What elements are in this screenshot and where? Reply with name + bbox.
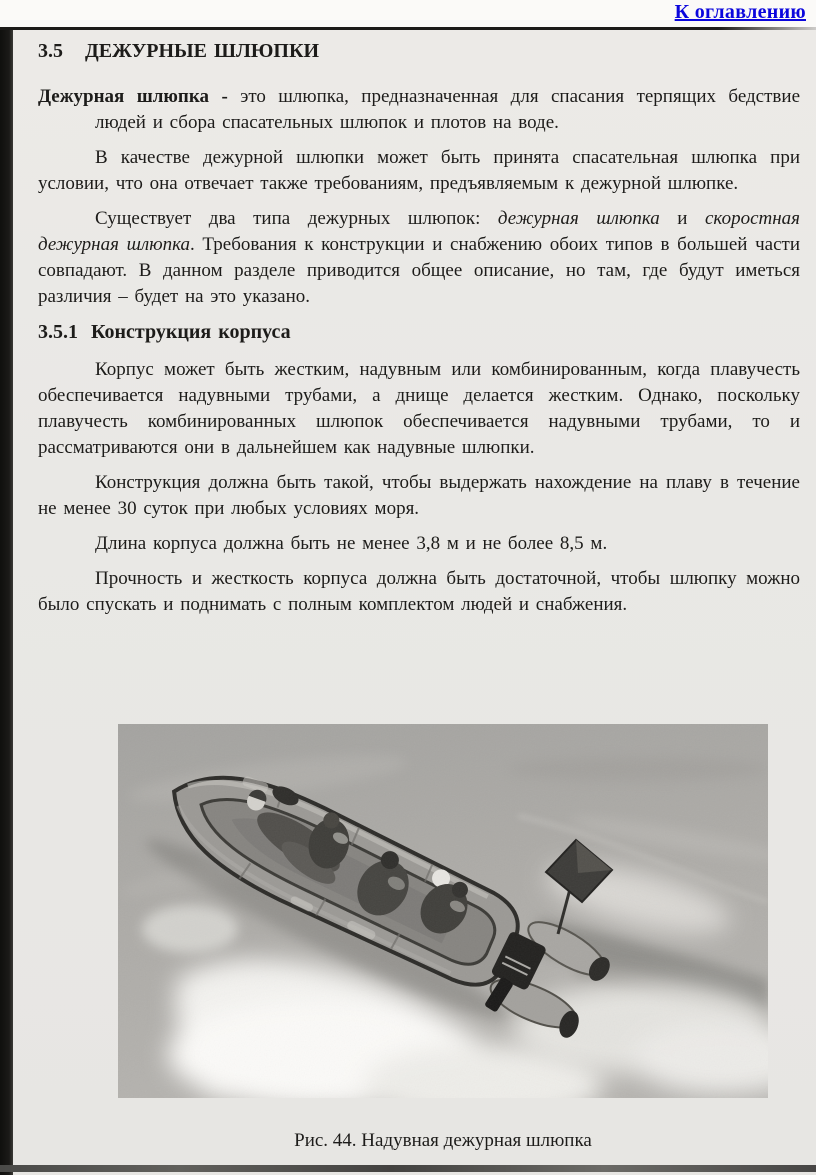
paragraph-boat-types — [38, 206, 800, 310]
section-title: ДЕЖУРНЫЕ ШЛЮПКИ — [85, 40, 320, 62]
toc-link[interactable]: К оглавлению — [674, 1, 806, 23]
photo-grain — [118, 724, 768, 1098]
paragraph-segment: . Требования к конструкции и снабжению обоих типов в большей части совпадают. В данном разделе приводится общее описание, но там, где будут иметься различия – будет на это указано. — [38, 234, 800, 307]
definition-text: это шлюпка, предназначенная для спасания терпящих бедствие людей и сбора спасательных шлюпок и плотов на воде. — [95, 86, 800, 133]
paragraph: Прочность и жесткость корпуса должна быть достаточной, чтобы шлюпку можно было спускать и поднимать с полным комплектом людей и снабжения. — [38, 568, 800, 615]
inflatable-rescue-boat-image — [118, 724, 768, 1098]
paragraph-segment: Существует два типа дежурных шлюпок: — [95, 208, 498, 229]
figure-44-photo — [118, 724, 768, 1098]
paragraph: Длина корпуса должна быть не менее 3,8 м и не более 8,5 м. — [95, 533, 608, 554]
subsection-heading — [38, 319, 800, 345]
page-content — [38, 30, 800, 627]
bottom-page-edge-rule — [0, 1165, 816, 1172]
section-number: 3.5 — [38, 40, 63, 62]
subsection-number: 3.5.1 — [38, 321, 78, 343]
paragraph: В качестве дежурной шлюпки может быть принята спасательная шлюпка при условии, что она отвечает также требованиям, предъявляемым к дежурной шлюпке. — [38, 147, 800, 194]
section-heading — [38, 38, 800, 64]
definition-paragraph — [38, 84, 800, 136]
boat-type-duty: дежурная шлюпка — [497, 208, 660, 229]
paragraph: Конструкция должна быть такой, чтобы выдержать нахождение на плаву в течение не менее 30 суток при любых условиях моря. — [38, 472, 800, 519]
paragraph: Корпус может быть жестким, надувным или комбинированным, когда плавучесть обеспечивается надувными трубами, а днище делается жестким. Однако, поскольку плавучесть комбинированных шлюпок обеспечивается надувными трубами, то и рассматриваются они в дальнейшем как надувные шлюпки. — [38, 359, 800, 458]
subsection-title: Конструкция корпуса — [91, 321, 291, 343]
paragraph-segment: и — [659, 208, 705, 229]
figure-caption: Рис. 44. Надувная дежурная шлюпка — [294, 1130, 592, 1151]
definition-term: Дежурная шлюпка - — [38, 86, 241, 107]
boat-type-fast: скоростная дежурная шлюпка — [38, 208, 800, 255]
page-left-edge-bar — [0, 27, 13, 1175]
